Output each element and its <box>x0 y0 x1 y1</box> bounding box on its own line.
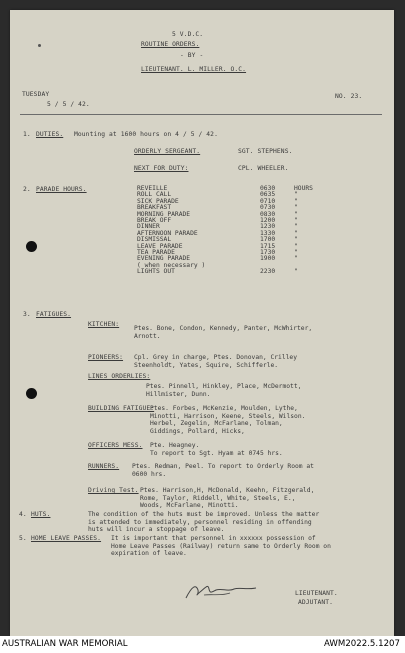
signature-role: ADJUTANT. <box>298 599 334 606</box>
building-personnel: Ptes. Forbes, McKenzie, Moulden, Lythe, Minotti, Harrison, Keene, Steels, Wilson. Herbel, Zegelin, McFarlane, Tolman, Giddings, Pollard, Hicks, <box>150 405 306 435</box>
pin-mark <box>38 44 41 47</box>
lines-personnel: Ptes. Pinnell, Hinkley, Place, McDermott, Hillmister, Dunn. <box>146 383 302 398</box>
issuing-officer: LIEUTENANT. L. MILLER. O.C. <box>141 66 247 73</box>
ditto-mark: " <box>294 204 298 212</box>
parade-event: REVEILLE <box>137 185 168 192</box>
document-sheet <box>10 10 394 636</box>
ditto-mark: " <box>294 191 298 199</box>
building-label: BUILDING FATIGUE: <box>88 405 155 412</box>
ditto-mark: " <box>294 249 298 257</box>
ditto-mark: " <box>294 242 298 250</box>
signature-rank: LIEUTENANT. <box>295 590 338 597</box>
order-day: TUESDAY <box>22 91 50 98</box>
kitchen-personnel: Ptes. Bone, Condon, Kennedy, Panter, McWhirter, Arnott. <box>134 325 313 340</box>
parade-time: 1730 <box>260 249 276 257</box>
parade-event: AFTERNOON PARADE <box>137 229 198 237</box>
archive-footer <box>0 636 405 653</box>
parade-event: ( when necessary ) <box>137 261 206 269</box>
parade-event: ROLL CALL <box>137 191 172 199</box>
huts-text: The condition of the huts must be improved. Unless the matter is attended to immediately, personnel residing in offending huts will incur a stoppage of leave. <box>88 511 320 534</box>
ditto-mark: " <box>294 255 298 263</box>
parade-time: 0635 <box>260 191 276 199</box>
parade-time: 1715 <box>260 242 276 250</box>
parade-time: 1900 <box>260 255 276 263</box>
huts-number: 4. <box>19 511 27 518</box>
driving-personnel: Ptes. Harrison,H, McDonald, Keehn, Fitzgerald, Rome, Taylor, Riddell, White, Steels, E., Woods, McFarlane, Minotti. <box>140 487 315 510</box>
hours-heading: HOURS <box>294 185 313 192</box>
parade-event: MORNING PARADE <box>137 210 191 218</box>
parade-event: BREAK OFF <box>137 217 172 225</box>
officers-mess-label: OFFICERS MESS. <box>88 442 143 449</box>
unit-name: 5 V.D.C. <box>172 31 204 38</box>
punch-hole <box>26 241 37 252</box>
duties-number: 1. <box>23 131 31 138</box>
parade-event: DINNER <box>137 223 160 231</box>
duties-label: DUTIES. <box>36 131 64 138</box>
parade-time: 2230 <box>260 268 276 276</box>
ditto-mark: " <box>294 210 298 218</box>
header-divider <box>20 114 382 115</box>
handwritten-signature <box>182 580 262 602</box>
parade-event: TEA PARADE <box>137 249 175 257</box>
runners-label: RUNNERS. <box>88 463 120 470</box>
parade-event: EVENING PARADE <box>137 255 191 263</box>
parade-time: 1230 <box>260 223 276 231</box>
parade-time: 0830 <box>260 210 276 218</box>
duty-role: ORDERLY SERGEANT. <box>134 148 201 155</box>
officers-mess-personnel: Pte. Heagney. To report to Sgt. Hyam at 0745 hrs. <box>150 442 283 457</box>
ditto-mark: " <box>294 236 298 244</box>
ditto-mark: " <box>294 268 298 276</box>
archive-reference: AWM2022.5.1207 <box>324 639 400 649</box>
parade-event-list <box>137 186 205 276</box>
duty-name: SGT. STEPHENS. <box>238 148 293 155</box>
fatigues-label: FATIGUES. <box>36 311 72 318</box>
parade-time: 0730 <box>260 204 276 212</box>
ditto-mark: " <box>294 217 298 225</box>
driving-label: Driving Test. <box>88 487 139 494</box>
parade-time: 1200 <box>260 217 276 225</box>
parade-time: 1700 <box>260 236 276 244</box>
parade-event: DISMISSAL <box>137 236 172 244</box>
parade-event: LEAVE PARADE <box>137 242 183 250</box>
parade-time-list <box>260 186 275 276</box>
leave-label: HOME LEAVE PASSES. <box>31 535 102 542</box>
archive-name: AUSTRALIAN WAR MEMORIAL <box>2 639 128 649</box>
duty-role: NEXT FOR DUTY: <box>134 165 189 172</box>
leave-text: It is important that personnel in xxxxxx possession of Home Leave Passes (Railway) return same to Orderly Room on expiration of leave. <box>111 535 331 558</box>
order-number: NO. 23. <box>335 93 363 100</box>
ditto-mark: " <box>294 229 298 237</box>
fatigues-number: 3. <box>23 311 31 318</box>
duty-name: CPL. WHEELER. <box>238 165 289 172</box>
parade-hours-column <box>294 186 313 276</box>
parade-event: BREAKFAST <box>137 204 172 212</box>
ditto-mark: " <box>294 197 298 205</box>
leave-number: 5. <box>19 535 27 542</box>
ditto-mark: " <box>294 223 298 231</box>
parade-number: 2. <box>23 186 31 193</box>
parade-event: SICK PARADE <box>137 197 179 205</box>
runners-personnel: Ptes. Redman, Peel. To report to Orderly Room at 0600 hrs. <box>132 463 314 478</box>
parade-time: 0630 <box>260 185 276 192</box>
pioneers-label: PIONEERS: <box>88 354 124 361</box>
parade-time: 0710 <box>260 197 276 205</box>
order-date: 5 / 5 / 42. <box>47 101 90 108</box>
pioneers-personnel: Cpl. Grey in charge, Ptes. Donovan, Crilley Steenholdt, Yates, Squire, Schifferle. <box>134 354 298 369</box>
by-line: - BY - <box>180 52 204 59</box>
lines-label: LINES ORDERLIES: <box>88 373 151 380</box>
duties-intro: Mounting at 1600 hours on 4 / 5 / 42. <box>74 131 218 138</box>
parade-label: PARADE HOURS. <box>36 186 87 193</box>
huts-label: HUTS. <box>31 511 51 518</box>
document-title: ROUTINE ORDERS. <box>141 41 200 48</box>
parade-time: 1330 <box>260 229 276 237</box>
parade-event: LIGHTS OUT <box>137 268 175 276</box>
punch-hole <box>26 388 37 399</box>
kitchen-label: KITCHEN: <box>88 321 120 328</box>
